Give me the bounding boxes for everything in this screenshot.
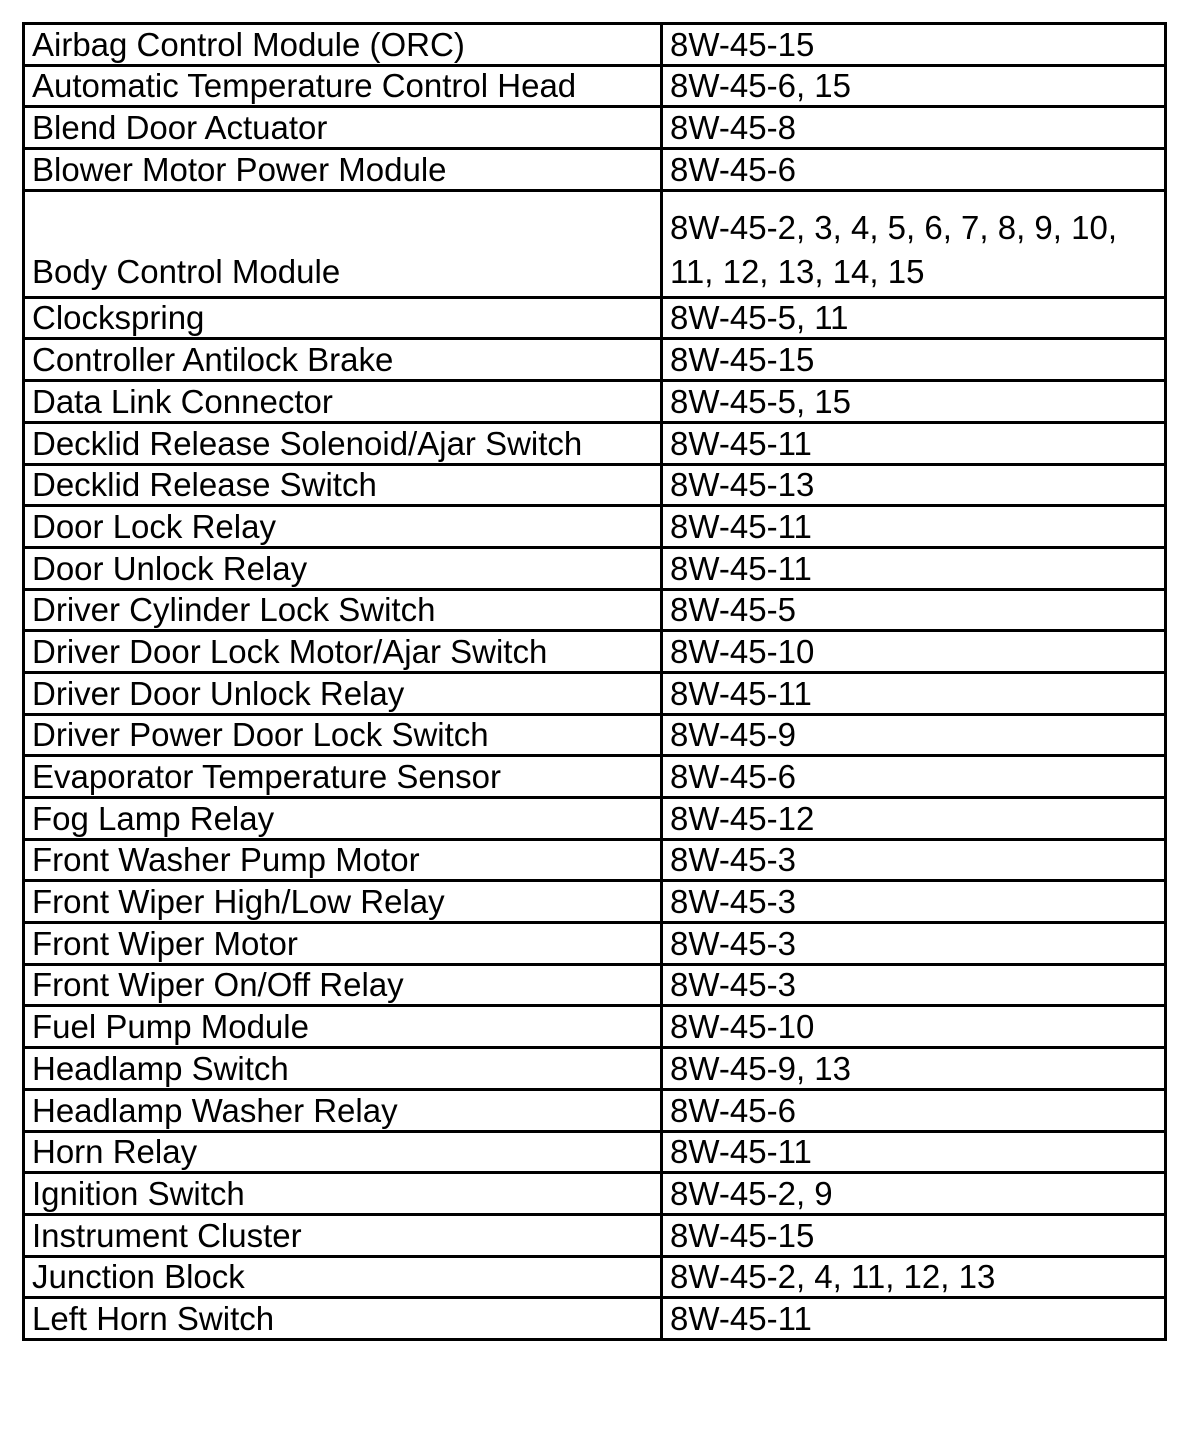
page-reference-cell: 8W-45-11: [662, 547, 1166, 589]
component-name-cell: Driver Cylinder Lock Switch: [24, 589, 662, 631]
page-reference-cell: 8W-45-13: [662, 464, 1166, 506]
component-name-cell: Controller Antilock Brake: [24, 339, 662, 381]
page-reference-cell: 8W-45-6: [662, 756, 1166, 798]
page-reference-cell: 8W-45-11: [662, 422, 1166, 464]
component-name-cell: Airbag Control Module (ORC): [24, 24, 662, 66]
page-reference-cell: 8W-45-15: [662, 24, 1166, 66]
page-reference-cell: 8W-45-6, 15: [662, 65, 1166, 107]
component-name-cell: Driver Door Unlock Relay: [24, 672, 662, 714]
component-name-cell: Evaporator Temperature Sensor: [24, 756, 662, 798]
table-row: [24, 381, 1166, 423]
component-name-cell: Front Washer Pump Motor: [24, 839, 662, 881]
table-row: [24, 714, 1166, 756]
table-row: [24, 631, 1166, 673]
component-name-cell: Instrument Cluster: [24, 1214, 662, 1256]
table-row: [24, 547, 1166, 589]
component-name-cell: Data Link Connector: [24, 381, 662, 423]
component-name-cell: Door Unlock Relay: [24, 547, 662, 589]
component-name-cell: Decklid Release Solenoid/Ajar Switch: [24, 422, 662, 464]
table-row: [24, 1089, 1166, 1131]
table-row: [24, 964, 1166, 1006]
component-name-cell: Front Wiper Motor: [24, 923, 662, 965]
page-reference-cell: 8W-45-11: [662, 672, 1166, 714]
page-reference-cell: 8W-45-10: [662, 1006, 1166, 1048]
page-reference-cell: 8W-45-3: [662, 964, 1166, 1006]
component-name-cell: Blower Motor Power Module: [24, 149, 662, 191]
page-reference-cell: 8W-45-9, 13: [662, 1048, 1166, 1090]
page-reference-cell: 8W-45-15: [662, 1214, 1166, 1256]
table-row: [24, 756, 1166, 798]
component-name-cell: Door Lock Relay: [24, 506, 662, 548]
component-name-cell: Front Wiper High/Low Relay: [24, 881, 662, 923]
table-row: [24, 839, 1166, 881]
table-row: [24, 107, 1166, 149]
table-row: [24, 1214, 1166, 1256]
component-name-cell: Junction Block: [24, 1256, 662, 1298]
table-row: [24, 589, 1166, 631]
component-name-cell: Left Horn Switch: [24, 1298, 662, 1340]
page-reference-cell: 8W-45-2, 3, 4, 5, 6, 7, 8, 9, 10, 11, 12, 13, 14, 15: [662, 190, 1166, 297]
table-row: [24, 422, 1166, 464]
component-name-cell: Driver Power Door Lock Switch: [24, 714, 662, 756]
component-name-cell: Blend Door Actuator: [24, 107, 662, 149]
page-reference-cell: 8W-45-10: [662, 631, 1166, 673]
component-name-cell: Driver Door Lock Motor/Ajar Switch: [24, 631, 662, 673]
component-name-cell: Automatic Temperature Control Head: [24, 65, 662, 107]
page-reference-cell: 8W-45-6: [662, 1089, 1166, 1131]
component-name-cell: Headlamp Switch: [24, 1048, 662, 1090]
table-row: [24, 24, 1166, 66]
table-row: [24, 1173, 1166, 1215]
table-row: [24, 339, 1166, 381]
page-reference-cell: 8W-45-8: [662, 107, 1166, 149]
component-name-cell: Body Control Module: [24, 190, 662, 297]
page-reference-cell: 8W-45-2, 4, 11, 12, 13: [662, 1256, 1166, 1298]
page-reference-cell: 8W-45-11: [662, 1298, 1166, 1340]
page-reference-cell: 8W-45-11: [662, 1131, 1166, 1173]
page-reference-cell: 8W-45-6: [662, 149, 1166, 191]
component-name-cell: Front Wiper On/Off Relay: [24, 964, 662, 1006]
page-reference-cell: 8W-45-3: [662, 881, 1166, 923]
component-name-cell: Horn Relay: [24, 1131, 662, 1173]
table-row: [24, 65, 1166, 107]
component-name-cell: Headlamp Washer Relay: [24, 1089, 662, 1131]
table-row: [24, 923, 1166, 965]
component-name-cell: Clockspring: [24, 297, 662, 339]
table-row: [24, 1048, 1166, 1090]
component-name-cell: Fuel Pump Module: [24, 1006, 662, 1048]
page-reference-cell: 8W-45-12: [662, 798, 1166, 840]
table-row: [24, 881, 1166, 923]
table-row: [24, 672, 1166, 714]
table-row: [24, 149, 1166, 191]
component-name-cell: Fog Lamp Relay: [24, 798, 662, 840]
page-reference-cell: 8W-45-9: [662, 714, 1166, 756]
page-reference-cell: 8W-45-5, 15: [662, 381, 1166, 423]
page-reference-cell: 8W-45-5: [662, 589, 1166, 631]
table-row: [24, 506, 1166, 548]
table-row: [24, 1256, 1166, 1298]
component-name-cell: Ignition Switch: [24, 1173, 662, 1215]
page-reference-cell: 8W-45-3: [662, 923, 1166, 965]
page-reference-cell: 8W-45-2, 9: [662, 1173, 1166, 1215]
table-row: [24, 1131, 1166, 1173]
table-row: [24, 1298, 1166, 1340]
page-reference-cell: 8W-45-3: [662, 839, 1166, 881]
table-row: [24, 798, 1166, 840]
component-index-body: [24, 24, 1166, 1340]
page-reference-cell: 8W-45-11: [662, 506, 1166, 548]
table-row: [24, 190, 1166, 297]
page-reference-cell: 8W-45-15: [662, 339, 1166, 381]
table-row: [24, 297, 1166, 339]
component-index-table: [22, 22, 1167, 1341]
component-name-cell: Decklid Release Switch: [24, 464, 662, 506]
table-row: [24, 464, 1166, 506]
page-reference-cell: 8W-45-5, 11: [662, 297, 1166, 339]
table-row: [24, 1006, 1166, 1048]
